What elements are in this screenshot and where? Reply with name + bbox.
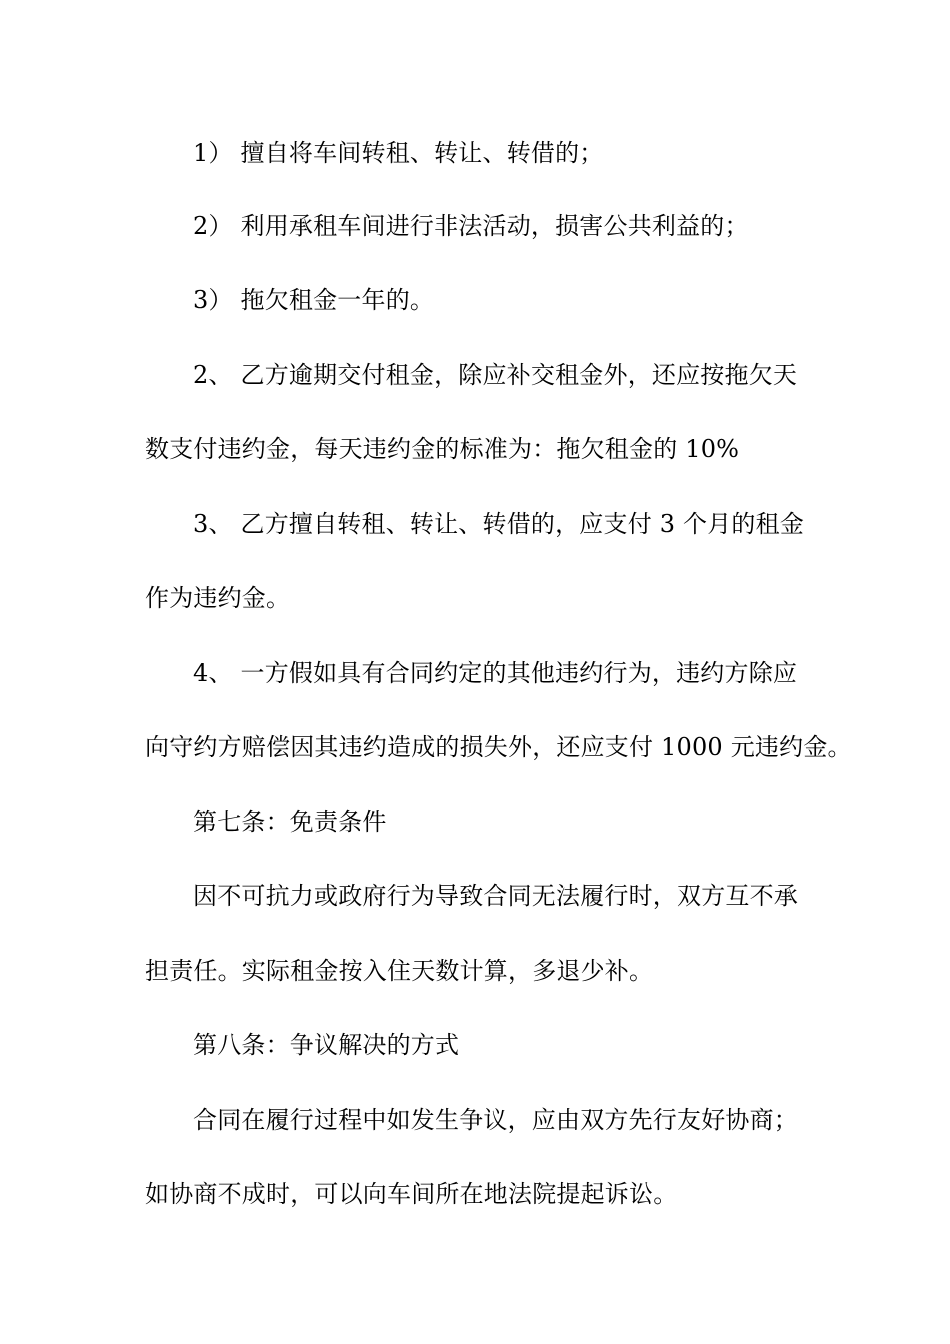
paragraph-3-line-2: 作为违约金。 bbox=[145, 584, 291, 612]
article-8-line-2: 如协商不成时，可以向车间所在地法院提起诉讼。 bbox=[145, 1180, 678, 1208]
clause-item-1: 1） 擅自将车间转租、转让、转借的； bbox=[193, 139, 604, 167]
paragraph-4-line-2: 向守约方赔偿因其违约造成的损失外，还应支付 1000 元违约金。 bbox=[145, 733, 852, 761]
article-7-line-1: 因不可抗力或政府行为导致合同无法履行时，双方互不承 bbox=[193, 882, 798, 910]
article-8-heading: 第八条：争议解决的方式 bbox=[193, 1031, 460, 1059]
article-8-line-1: 合同在履行过程中如发生争议，应由双方先行友好协商； bbox=[193, 1106, 798, 1134]
clause-item-2: 2） 利用承租车间进行非法活动，损害公共利益的； bbox=[193, 212, 749, 240]
article-7-line-2: 担责任。实际租金按入住天数计算，多退少补。 bbox=[145, 957, 654, 985]
article-7-heading: 第七条：免责条件 bbox=[193, 808, 387, 836]
paragraph-2-line-2: 数支付违约金，每天违约金的标准为：拖欠租金的 10% bbox=[145, 435, 740, 463]
paragraph-2-line-1: 2、 乙方逾期交付租金，除应补交租金外，还应按拖欠天 bbox=[193, 361, 798, 389]
paragraph-4-line-1: 4、 一方假如具有合同约定的其他违约行为，违约方除应 bbox=[193, 659, 798, 687]
clause-item-3: 3） 拖欠租金一年的。 bbox=[193, 286, 435, 314]
paragraph-3-line-1: 3、 乙方擅自转租、转让、转借的，应支付 3 个月的租金 bbox=[193, 510, 805, 538]
